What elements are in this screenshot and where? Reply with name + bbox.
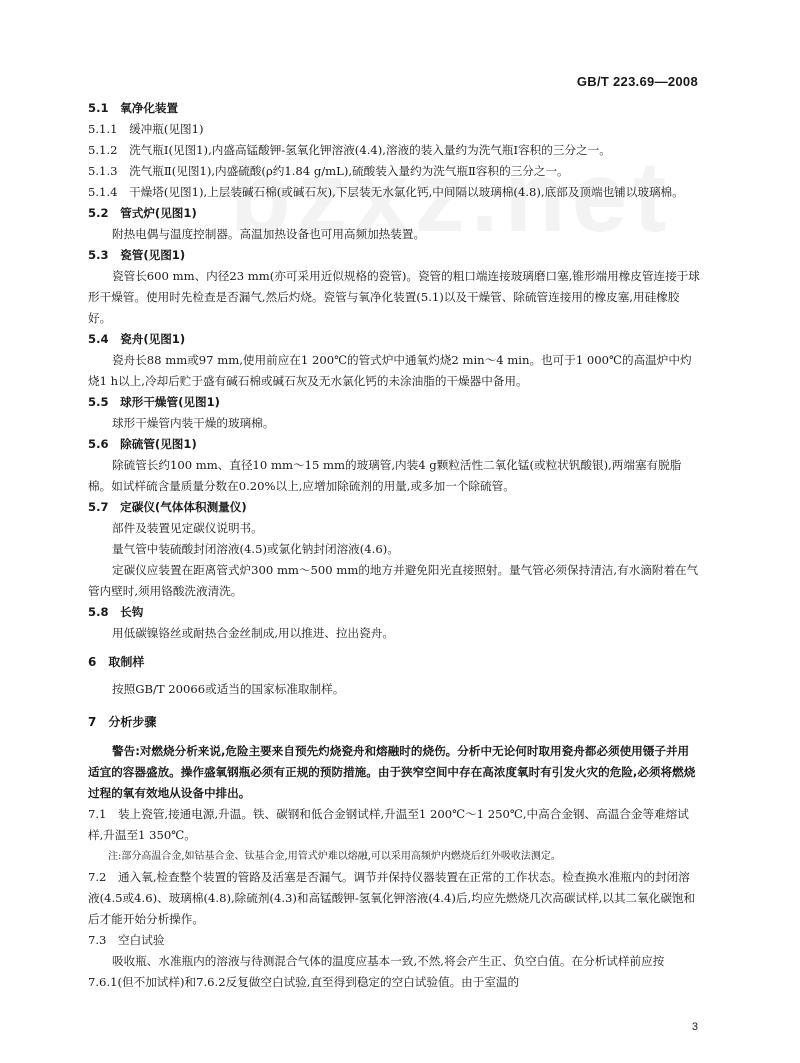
paragraph: 按照GB/T 20066或适当的国家标准取制样。 — [112, 682, 345, 696]
paragraph: 5.3 瓷管(见图1) — [88, 248, 186, 262]
paragraph: 7.2 通入氧,检查整个装置的管路及活塞是否漏气。调节并保持仪器装置在正常的工作状态。检查换水准瓶内的封闭溶液(4.5或4.6)、玻璃棉(4.8),除硫剂(4.3)和高锰酸钾-氢氧化钾溶液(4.4)后,均应先燃烧几次高碳试样,以其二氧化碳饱和后才能开始分析操作。 — [88, 870, 696, 926]
paragraph: 7 分析步骤 — [88, 715, 157, 729]
paragraph: 量气管中装硫酸封闭溶液(4.5)或氯化钠封闭溶液(4.6)。 — [112, 542, 399, 556]
paragraph: 7.1 装上瓷管,接通电源,升温。铁、碳钢和低合金钢试样,升温至1 200℃～1 250℃,中高合金钢、高温合金等难熔试样,升温至1 350℃。 — [88, 807, 689, 842]
paragraph: 球形干燥管内装干燥的玻璃棉。 — [112, 416, 275, 430]
paragraph: 定碳仪应装置在距离管式炉300 mm～500 mm的地方并避免阳光直接照射。量气管必须保持清洁,有水滴附着在气管内壁时,须用铬酸洗液清洗。 — [88, 563, 699, 598]
paragraph: 除硫管长约100 mm、直径10 mm～15 mm的玻璃管,内装4 g颗粒活性二氧化锰(或粒状钒酸银),两端塞有脱脂棉。如试样硫含量质量分数在0.20%以上,应增加除硫剂的用量,或多加一个除硫管。 — [88, 458, 682, 493]
paragraph: 5.2 管式炉(见图1) — [88, 206, 197, 220]
paragraph: 5.1.4 干燥塔(见图1),上层装碱石棉(或碱石灰),下层装无水氯化钙,中间隔以玻璃棉(4.8),底部及顶端也铺以玻璃棉。 — [88, 185, 684, 199]
paragraph: 5.1.1 缓冲瓶(见图1) — [88, 122, 204, 136]
paragraph: 吸收瓶、水准瓶内的溶液与待测混合气体的温度应基本一致,不然,将会产生正、负空白值。在分析试样前应按7.6.1(但不加试样)和7.6.2反复做空白试验,直至得到稳定的空白试验值。由于室温的 — [88, 954, 665, 989]
paragraph: 5.6 除硫管(见图1) — [88, 437, 197, 451]
document-body — [88, 98, 700, 993]
standard-id: GB/T 223.69—2008 — [576, 74, 698, 89]
paragraph: 5.7 定碳仪(气体体积测量仪) — [88, 500, 247, 514]
paragraph: 注:部分高温合金,如钴基合金、钛基合金,用管式炉难以熔融,可以采用高频炉内燃烧后红外吸收法测定。 — [108, 851, 561, 862]
paragraph: 瓷舟长88 mm或97 mm,使用前应在1 200℃的管式炉中通氧灼烧2 min～4 min。也可于1 000℃的高温炉中灼烧1 h以上,冷却后贮于盛有碱石棉或碱石灰及无水氯化钙的未涂油脂的干燥器中备用。 — [88, 353, 692, 388]
paragraph: 6 取制样 — [88, 655, 145, 669]
paragraph: 5.4 瓷舟(见图1) — [88, 332, 186, 346]
paragraph: 警告:对燃烧分析来说,危险主要来自预先灼烧瓷舟和熔融时的烧伤。分析中无论何时取用瓷舟都必须使用镊子并用适宜的容器盛放。操作盛氧钢瓶必须有正规的预防措施。由于狭窄空间中存在高浓度氧时有引发火灾的危险,必须将燃烧过程的氧有效地从设备中排出。 — [88, 744, 696, 800]
paragraph: 瓷管长600 mm、内径23 mm(亦可采用近似规格的瓷管)。瓷管的粗口端连接玻璃磨口塞,锥形端用橡皮管连接于球形干燥管。使用时先检查是否漏气,然后灼烧。瓷管与氧净化装置(5.1)以及干燥管、除硫管连接用的橡皮塞,用硅橡胶好。 — [88, 269, 700, 325]
paragraph: 附热电偶与温度控制器。高温加热设备也可用高频加热装置。 — [112, 227, 426, 241]
paragraph: 部件及装置见定碳仪说明书。 — [112, 521, 263, 535]
paragraph: 5.5 球形干燥管(见图1) — [88, 395, 220, 409]
paragraph: 5.1.2 洗气瓶Ⅰ(见图1),内盛高锰酸钾-氢氧化钾溶液(4.4),溶液的装入量约为洗气瓶Ⅰ容积的三分之一。 — [88, 143, 611, 157]
paragraph: 5.1 氧净化装置 — [88, 101, 179, 115]
page-number: 3 — [691, 1021, 698, 1033]
paragraph: 用低碳镍铬丝或耐热合金丝制成,用以推进、拉出瓷舟。 — [112, 626, 394, 640]
paragraph: 5.1.3 洗气瓶Ⅱ(见图1),内盛硫酸(ρ约1.84 g/mL),硫酸装入量约为洗气瓶Ⅱ容积的三分之一。 — [88, 164, 569, 178]
paragraph: 5.8 长钩 — [88, 605, 144, 619]
paragraph: 7.3 空白试验 — [88, 933, 165, 947]
